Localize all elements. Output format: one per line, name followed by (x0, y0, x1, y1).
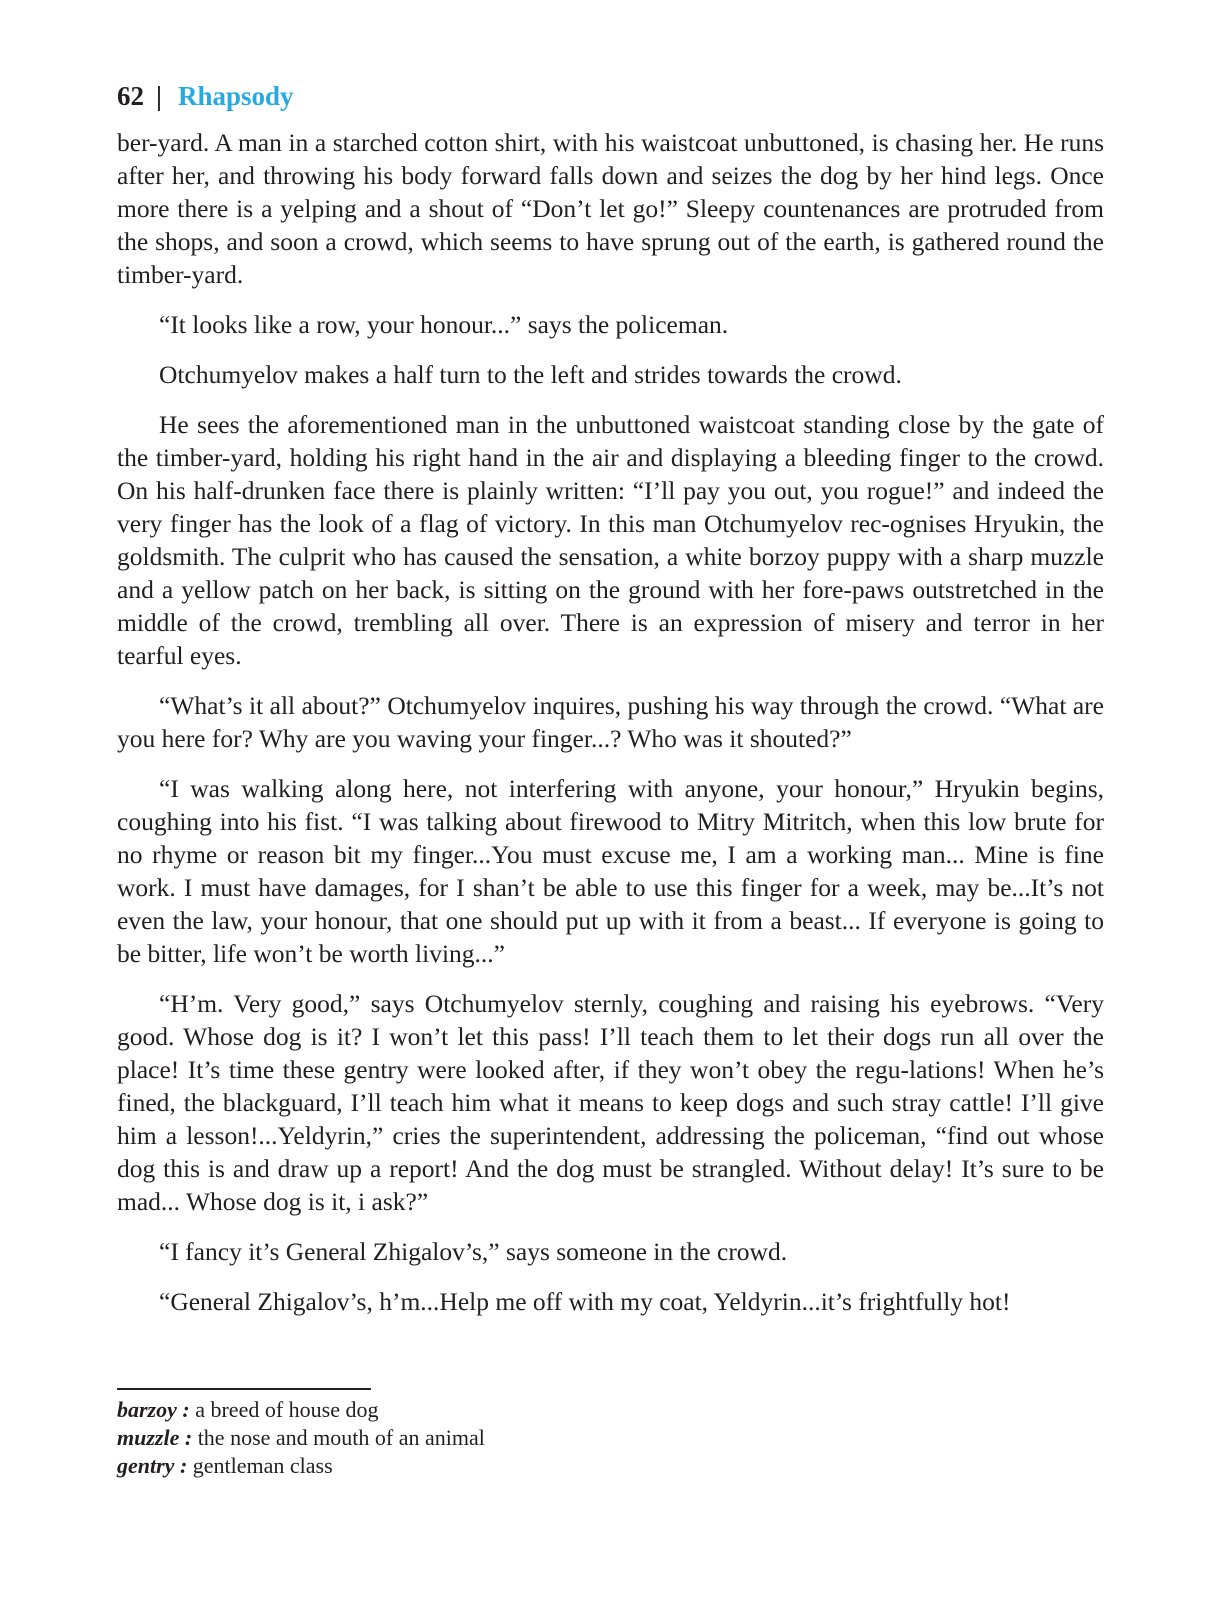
paragraph: “General Zhigalov’s, h’m...Help me off with my coat, Yeldyrin...it’s frightfully hot! (159, 1287, 1011, 1316)
footnote-term: barzoy : (117, 1397, 190, 1422)
paragraph: “It looks like a row, your honour...” says the policeman. (159, 310, 729, 339)
book-title: Rhapsody (177, 81, 294, 111)
paragraph: “I fancy it’s General Zhigalov’s,” says someone in the crowd. (159, 1237, 788, 1266)
page-number: 62 (117, 81, 144, 111)
paragraph: “I was walking along here, not interfering with anyone, your honour,” Hryukin begins, coughing into his fist. “I was talking about firewood to Mitry Mitritch, when this low brute for no rhyme or reason bit my finger...You must excuse me, I am a working man... Mine is fine work. I must have damages, for I shan’t be able to use this finger for a week, may be...It’s not even the law, your honour, that one should put up with it from a beast... If everyone is going to be bitter, life won’t be worth living...” (117, 774, 1104, 968)
header-separator: | (156, 81, 162, 111)
paragraph: ber-yard. A man in a starched cotton shirt, with his waistcoat unbuttoned, is chasing her. He runs after her, and throwing his body forward falls down and seizes the dog by her hind legs. Once more there is a yelping and a shout of “Don’t let go!” Sleepy countenances are protruded from the shops, and soon a crowd, which seems to have sprung out of the earth, is gathered round the timber-yard. (117, 128, 1104, 289)
footnotes (117, 1388, 717, 1480)
footnote-definition: the nose and mouth of an animal (192, 1425, 485, 1450)
footnote-item (117, 1424, 717, 1452)
paragraph: Otchumyelov makes a half turn to the left and strides towards the crowd. (159, 360, 902, 389)
footnote-definition: gentleman class (187, 1453, 333, 1478)
footnote-term: gentry : (117, 1453, 188, 1478)
page-body (117, 78, 1104, 1335)
paragraph: He sees the aforementioned man in the unbuttoned waistcoat standing close by the gate of the timber-yard, holding his right hand in the air and displaying a bleeding finger to the crowd. On his half-drunken face there is plainly written: “I’ll pay you out, you rogue!” and indeed the very finger has the look of a flag of victory. In this man Otchumyelov rec-ognises Hryukin, the goldsmith. The culprit who has caused the sensation, a white borzoy puppy with a sharp muzzle and a yellow patch on her back, is sitting on the ground with her fore-paws outstretched in the middle of the crowd, trembling all over. There is an expression of misery and terror in her tearful eyes. (117, 410, 1104, 670)
running-header (117, 78, 1104, 114)
footnote-item (117, 1396, 717, 1424)
footnote-item (117, 1452, 717, 1480)
paragraph: “H’m. Very good,” says Otchumyelov sternly, coughing and raising his eyebrows. “Very good. Whose dog is it? I won’t let this pass! I’ll teach them to let their dogs run all over the place! It’s time these gentry were looked after, if they won’t obey the regu-lations! When he’s fined, the blackguard, I’ll teach him what it means to keep dogs and such stray cattle! I’ll give him a lesson!...Yeldyrin,” cries the superintendent, addressing the policeman, “find out whose dog this is and draw up a report! And the dog must be strangled. Without delay! It’s sure to be mad... Whose dog is it, i ask?” (117, 989, 1104, 1216)
paragraph: “What’s it all about?” Otchumyelov inquires, pushing his way through the crowd. “What are you here for? Why are you waving your finger...? Who was it shouted?” (117, 691, 1104, 753)
footnote-divider (117, 1388, 371, 1390)
footnote-definition: a breed of house dog (189, 1397, 379, 1422)
footnote-term: muzzle : (117, 1425, 193, 1450)
